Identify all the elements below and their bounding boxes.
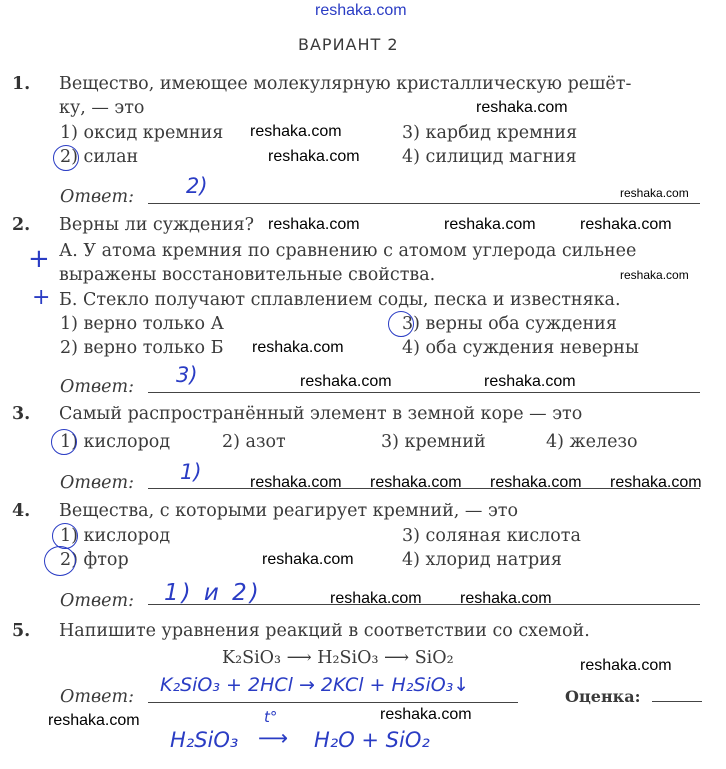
- q1-option-4: 4) силицид магния: [402, 147, 577, 167]
- q2-text: Верны ли суждения?: [59, 215, 254, 235]
- q4-handwritten-answer: 1) и 2): [164, 580, 262, 606]
- q5-answer-label: Ответ:: [60, 687, 134, 707]
- watermark: reshaka.com: [48, 712, 140, 729]
- q3-option-2: 2) азот: [222, 432, 286, 452]
- watermark: reshaka.com: [476, 99, 568, 116]
- q3-handwritten-answer: 1): [180, 460, 202, 484]
- selected-circle-mark: [51, 429, 77, 455]
- q5-handwritten-heat: t°: [264, 708, 278, 726]
- watermark: reshaka.com: [300, 373, 392, 390]
- q5-text: Напишите уравнения реакций в соответствии со схемой.: [59, 621, 590, 641]
- selected-circle-mark: [44, 546, 76, 576]
- watermark: reshaka.com: [252, 339, 344, 356]
- q4-number: 4.: [12, 501, 31, 521]
- q2-statement-b: Б. Стекло получают сплавлением соды, песка и известняка.: [59, 290, 621, 310]
- q2-answer-label: Ответ:: [60, 377, 134, 397]
- watermark: reshaka.com: [460, 590, 552, 607]
- q5-handwritten-eq2-right: H₂O + SiO₂: [314, 728, 430, 752]
- q2-option-4: 4) оба суждения неверны: [402, 338, 639, 358]
- watermark: reshaka.com: [490, 474, 582, 491]
- watermark: reshaka.com: [580, 216, 672, 233]
- q3-number: 3.: [12, 404, 31, 424]
- watermark-top: reshaka.com: [315, 2, 407, 19]
- watermark: reshaka.com: [380, 706, 472, 723]
- q2-option-1: 1) верно только А: [60, 314, 224, 334]
- watermark: reshaka.com: [620, 268, 689, 282]
- q5-answer-line: [148, 702, 518, 703]
- q2-option-3: 3) верны оба суждения: [402, 314, 617, 334]
- q2-answer-line: [148, 392, 700, 393]
- watermark: reshaka.com: [250, 123, 342, 140]
- watermark: reshaka.com: [370, 474, 462, 491]
- page-title: ВАРИАНТ 2: [298, 35, 399, 54]
- q4-answer-label: Ответ:: [60, 591, 134, 611]
- selected-circle-mark: [388, 311, 414, 337]
- selected-circle-mark: [52, 523, 78, 549]
- q3-text: Самый распространённый элемент в земной коре — это: [59, 404, 583, 424]
- watermark: reshaka.com: [268, 216, 360, 233]
- q1-text-cont: ку, — это: [59, 98, 145, 118]
- q1-answer-label: Ответ:: [60, 187, 134, 207]
- plus-mark: +: [32, 285, 51, 310]
- watermark: reshaka.com: [484, 373, 576, 390]
- q4-option-3: 3) соляная кислота: [402, 526, 581, 546]
- q2-option-2: 2) верно только Б: [60, 338, 224, 358]
- watermark: reshaka.com: [444, 216, 536, 233]
- q5-handwritten-equation-1: K₂SiO₃ + 2HCl → 2KCl + H₂SiO₃↓: [160, 674, 470, 696]
- watermark: reshaka.com: [610, 474, 702, 491]
- grade-line: [652, 701, 702, 702]
- q5-handwritten-eq2-left: H₂SiO₃: [170, 728, 239, 752]
- q3-option-4: 4) железо: [546, 432, 638, 452]
- q1-option-1: 1) оксид кремния: [60, 123, 224, 143]
- watermark: reshaka.com: [250, 474, 342, 491]
- selected-circle-mark: [53, 145, 79, 171]
- q2-handwritten-answer: 3): [176, 363, 198, 387]
- q2-number: 2.: [12, 215, 31, 235]
- reaction-scheme: K₂SiO₃ ⟶ H₂SiO₃ ⟶ SiO₂: [222, 648, 454, 668]
- q4-option-1: 1) кислород: [60, 526, 171, 546]
- q3-option-1: 1) кислород: [60, 432, 171, 452]
- q3-option-3: 3) кремний: [381, 432, 486, 452]
- watermark: reshaka.com: [268, 148, 360, 165]
- q1-number: 1.: [12, 74, 31, 94]
- watermark: reshaka.com: [620, 186, 689, 200]
- q1-text: Вещество, имеющее молекулярную кристаллическую решёт-: [59, 74, 632, 94]
- q4-text: Вещества, с которыми реагирует кремний, — это: [59, 501, 518, 521]
- q2-statement-a-cont: выражены восстановительные свойства.: [59, 265, 436, 285]
- q4-option-4: 4) хлорид натрия: [402, 550, 562, 570]
- watermark: reshaka.com: [330, 590, 422, 607]
- q1-option-3: 3) карбид кремния: [402, 123, 578, 143]
- q3-answer-label: Ответ:: [60, 473, 134, 493]
- q4-option-2: 2) фтор: [60, 550, 129, 570]
- q5-number: 5.: [12, 621, 31, 641]
- plus-mark: +: [28, 244, 50, 274]
- grade-label: Оценка:: [565, 687, 641, 706]
- q1-answer-line: [148, 203, 700, 204]
- watermark: reshaka.com: [262, 551, 354, 568]
- q1-option-2: 2) силан: [60, 147, 139, 167]
- q1-handwritten-answer: 2): [186, 174, 208, 198]
- q2-statement-a: А. У атома кремния по сравнению с атомом углерода сильнее: [59, 241, 637, 261]
- q5-handwritten-arrow: ⟶: [258, 726, 289, 750]
- watermark: reshaka.com: [580, 657, 672, 674]
